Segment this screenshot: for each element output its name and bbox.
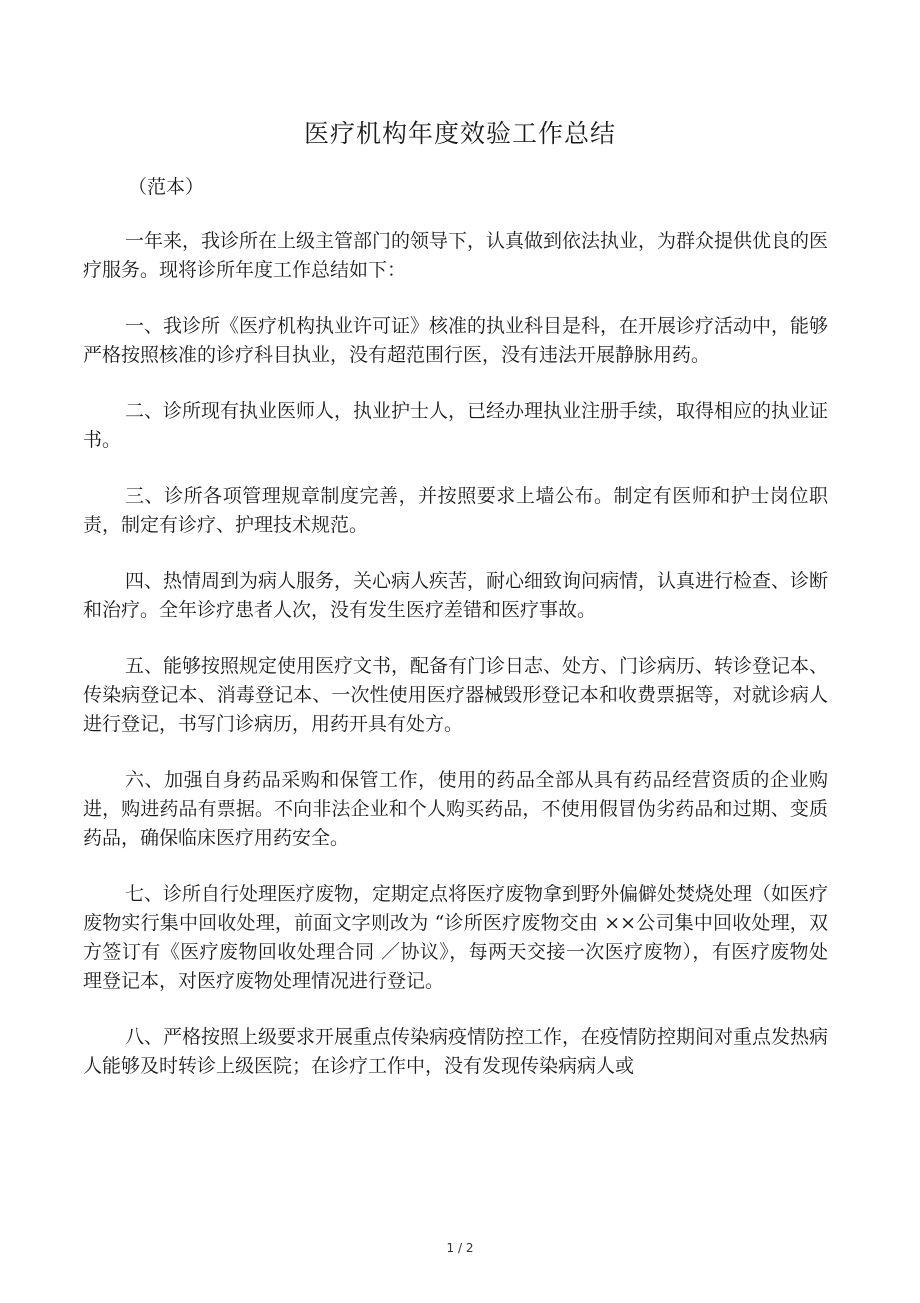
page-number: 1 / 2 [446,1241,474,1255]
paragraph-3: 三、诊所各项管理规章制度完善，并按照要求上墙公布。制定有医师和护士岗位职责，制定有诊疗、护理技术规范。 [83,485,828,536]
paragraph-7: 七、诊所自行处理医疗废物，定期定点将医疗废物拿到野外偏僻处焚烧处理（如医疗废物实行集中回收处理，前面文字则改为 “诊所医疗废物交由 ××公司集中回收处理，双方签订有《医疗废物回收处理合同 ／协议》，每两天交接一次医疗废物），有医疗废物处理登记本，对医疗废物处理情况进行登记。 [83,883,829,992]
paragraph-8: 八、严格按照上级要求开展重点传染病疫情防控工作，在疫情防控期间对重点发热病人能够及时转诊上级医院；在诊疗工作中，没有发现传染病病人或 [83,1026,829,1077]
paragraph-intro: 一年来，我诊所在上级主管部门的领导下，认真做到依法执业，为群众提供优良的医疗服务。现将诊所年度工作总结如下： [83,230,829,281]
paragraph-4: 四、热情周到为病人服务，关心病人疾苦，耐心细致询问病情，认真进行检查、诊断和治疗。全年诊疗患者人次，没有发生医疗差错和医疗事故。 [83,570,829,621]
document-title: 医疗机构年度效验工作总结 [303,119,616,148]
paragraph-6: 六、加强自身药品采购和保管工作，使用的药品全部从具有药品经营资质的企业购进，购进药品有票据。不向非法企业和个人购买药品，不使用假冒伪劣药品和过期、变质药品，确保临床医疗用药安全。 [83,769,828,849]
document-subtitle: （范本） [128,176,205,198]
paragraph-1: 一、我诊所《医疗机构执业许可证》核准的执业科目是科，在开展诊疗活动中，能够严格按照核准的诊疗科目执业，没有超范围行医，没有违法开展静脉用药。 [83,315,829,366]
document-body [83,227,828,1104]
paragraph-2: 二、诊所现有执业医师人，执业护士人，已经办理执业注册手续，取得相应的执业证书。 [83,400,829,451]
paragraph-5: 五、能够按照规定使用医疗文书，配备有门诊日志、处方、门诊病历、转诊登记本、传染病登记本、消毒登记本、一次性使用医疗器械毁形登记本和收费票据等，对就诊病人进行登记，书写门诊病历，用药开具有处方。 [83,655,829,735]
